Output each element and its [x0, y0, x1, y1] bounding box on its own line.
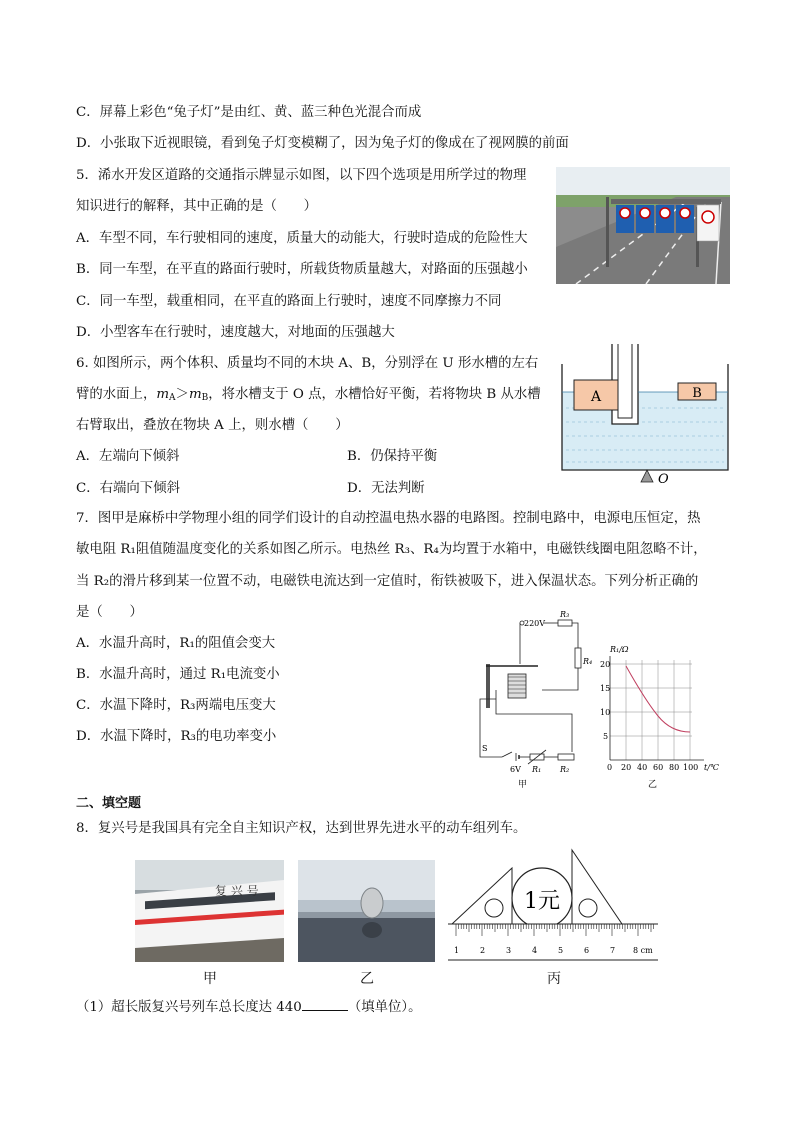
ruler-num-7: 7 [610, 946, 616, 955]
ruler-num-2: 2 [480, 946, 486, 955]
graph-ytick-15: 15 [600, 684, 611, 693]
circuit-r2-label: R₂ [560, 765, 570, 774]
graph-xtick-0: 0 [607, 763, 613, 772]
graph-ytick-20: 20 [600, 660, 611, 669]
q5-option-a: A．车型不同，车行驶相同的速度，质量大的动能大，行驶时造成的危险性大 [76, 231, 528, 246]
ruler-num-1: 1 [454, 946, 460, 955]
q7-stem-line4: 是（ ） [76, 605, 143, 620]
q5-option-d: D．小型客车在行驶时，速度越大，对地面的压强越大 [76, 325, 395, 340]
ruler-num-6: 6 [584, 946, 590, 955]
q8-stem: 8．复兴号是我国具有完全自主知识产权，达到世界先进水平的动车组列车。 [76, 821, 527, 836]
graph-y-axis-label: R₁/Ω [610, 645, 629, 654]
q6-mass-a-sub: A [169, 393, 176, 403]
q6-mass-a: m [156, 387, 170, 402]
q7-option-c: C．水温下降时，R₃两端电压变大 [76, 698, 276, 713]
q6-option-b: B．仍保持平衡 [347, 449, 438, 464]
circuit-220v-label: 220V [524, 619, 546, 628]
q6-stem-line2-end: ，将水槽支于 O 点，水槽恰好平衡，若将物块 B 从水槽 [208, 387, 541, 402]
graph-caption: 乙 [648, 780, 658, 790]
q6-stem-line2 [76, 386, 541, 407]
graph-xtick-60: 60 [653, 763, 664, 772]
graph-xtick-100: 100 [683, 763, 699, 772]
q6-mass-b: m [188, 387, 202, 402]
q7-stem-line2: 敏电阻 R₁阻值随温度变化的关系如图乙所示。电热丝 R₃、R₄为均置于水箱中，电磁铁线圈电阻忽略不计， [76, 542, 707, 557]
coin-photo [298, 860, 435, 962]
circuit-r4-label: R₄ [583, 657, 593, 666]
q6-gt-sign: ＞ [175, 387, 189, 402]
circuit-switch-label: S [482, 744, 488, 753]
ruler-num-3: 3 [506, 946, 512, 955]
q6-option-d: D．无法判断 [347, 481, 425, 496]
q8-caption-yi: 乙 [360, 971, 374, 987]
coin-value-text: 1元 [524, 889, 560, 914]
q8-sub1-blank[interactable] [302, 998, 348, 1011]
circuit-6v-label: 6V [510, 765, 521, 774]
q7-option-a: A．水温升高时，R₁的阻值会变大 [76, 636, 276, 651]
q7-option-b: B．水温升高时，通过 R₁电流变小 [76, 667, 280, 682]
graph-xtick-40: 40 [637, 763, 648, 772]
thermistor-graph [600, 640, 730, 790]
q8-sub1-hint: （填单位）。 [347, 1000, 422, 1015]
coin-ruler-diagram [448, 848, 660, 964]
circuit-r3-label: R₃ [560, 610, 570, 619]
q4-option-c: C．屏幕上彩色“兔子灯”是由红、黄、蓝三种色光混合而成 [76, 105, 422, 120]
ruler-num-5: 5 [558, 946, 564, 955]
graph-x-axis-label: t/℃ [704, 763, 719, 772]
graph-xtick-20: 20 [621, 763, 632, 772]
q8-sub1-text: （1）超长版复兴号列车总长度达 440 [76, 1000, 302, 1015]
block-a-label: A [590, 389, 602, 405]
ruler-num-4: 4 [532, 946, 538, 955]
q5-stem-line1: 5．浠水开发区道路的交通指示牌显示如图，以下四个选项是用所学过的物理 [76, 168, 527, 183]
pivot-o-label: O [658, 472, 669, 487]
q8-caption-bing: 丙 [547, 971, 561, 987]
q7-stem-line1: 7．图甲是麻桥中学物理小组的同学们设计的自动控温电热水器的电路图。控制电路中，电源电压恒定，热 [76, 511, 701, 526]
block-b-label: B [692, 386, 702, 401]
q5-stem-line2: 知识进行的解释，其中正确的是（ ） [76, 199, 318, 214]
train-photo [135, 860, 284, 962]
ruler-unit-label: 8 cm [633, 946, 653, 955]
q6-stem-line1: 6. 如图所示，两个体积、质量均不同的木块 A、B，分别浮在 U 形水槽的左右 [76, 356, 539, 371]
train-name-text: 复 兴 号 [215, 884, 259, 898]
q5-option-b: B．同一车型，在平直的路面行驶时，所载货物质量越大，对路面的压强越小 [76, 262, 528, 277]
graph-ytick-10: 10 [600, 708, 611, 717]
q8-subquestion-1 [76, 998, 421, 1017]
q6-stem-line2-start: 臂的水面上， [76, 387, 157, 402]
q6-option-c: C．右端向下倾斜 [76, 481, 180, 496]
graph-ytick-5: 5 [603, 732, 609, 741]
q8-caption-jia: 甲 [203, 971, 217, 987]
section-fill-in-title: 二、填空题 [76, 796, 142, 811]
q5-option-c: C．同一车型，载重相同，在平直的路面上行驶时，速度不同摩擦力不同 [76, 294, 502, 309]
q7-stem-line3: 当 R₂的滑片移到某一位置不动，电磁铁电流达到一定值时，衔铁被吸下，进入保温状态。下列分析正确的 [76, 574, 699, 589]
circuit-caption: 甲 [518, 780, 528, 790]
q6-stem-line3: 右臂取出，叠放在物块 A 上，则水槽（ ） [76, 418, 349, 433]
q7-option-d: D．水温下降时，R₃的电功率变小 [76, 729, 277, 744]
q6-option-a: A．左端向下倾斜 [76, 449, 180, 464]
circuit-diagram [472, 604, 602, 790]
circuit-r1-label: R₁ [532, 765, 542, 774]
traffic-sign-photo [556, 167, 730, 284]
graph-xtick-80: 80 [669, 763, 680, 772]
q6-mass-b-sub: B [201, 393, 209, 403]
u-tank-figure [556, 342, 736, 488]
q4-option-d: D．小张取下近视眼镜，看到兔子灯变模糊了，因为兔子灯的像成在了视网膜的前面 [76, 136, 569, 151]
